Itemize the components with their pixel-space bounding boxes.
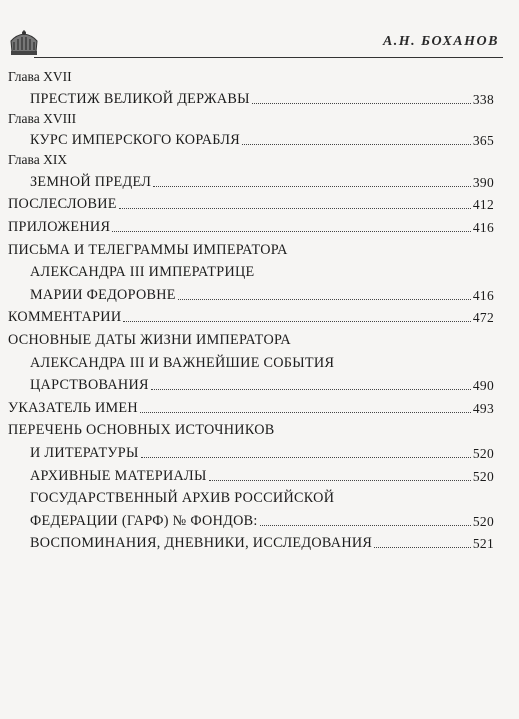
toc-entry-line: [8, 259, 494, 282]
entry-title: АРХИВНЫЕ МАТЕРИАЛЫ: [30, 467, 207, 484]
entry-title: ПРИЛОЖЕНИЯ: [8, 218, 111, 235]
entry-title: ПРЕСТИЖ ВЕЛИКОЙ ДЕРЖАВЫ: [30, 90, 250, 107]
dot-leader: [260, 524, 471, 526]
dot-leader: [119, 207, 471, 209]
toc-entry-line: [8, 417, 494, 440]
dot-leader: [242, 143, 471, 145]
table-of-contents: [8, 66, 494, 552]
toc-entry: [8, 530, 494, 553]
chapter-label: Глава XVIII: [8, 110, 77, 126]
entry-title: ГОСУДАРСТВЕННЫЙ АРХИВ РОССИЙСКОЙ: [30, 490, 335, 507]
page-number: 412: [472, 197, 494, 213]
toc-entry: [8, 507, 494, 530]
toc-entry: [8, 439, 494, 462]
toc-entry: [8, 372, 494, 395]
chapter-label: Глава XVII: [8, 69, 72, 84]
toc-chapter-label: [8, 108, 494, 127]
dot-leader: [209, 479, 471, 481]
page-number: 416: [472, 287, 494, 303]
entry-title: ПОСЛЕСЛОВИЕ: [8, 196, 117, 213]
entry-title-continued: АЛЕКСАНДРА III И ВАЖНЕЙШИЕ СОБЫТИЯ: [30, 354, 335, 371]
page-header: [8, 30, 503, 60]
page-number: 365: [472, 133, 494, 149]
entry-title: ПИСЬМА И ТЕЛЕГРАММЫ ИМПЕРАТОРА: [8, 241, 288, 258]
page-number: 472: [472, 310, 494, 326]
toc-entry-line: [8, 485, 494, 508]
toc-chapter-label: [8, 149, 494, 168]
page-number: 520: [472, 468, 494, 484]
toc-entry-line: [8, 326, 494, 349]
entry-title-continued: ЦАРСТВОВАНИЯ: [30, 377, 149, 394]
entry-title: УКАЗАТЕЛЬ ИМЕН: [8, 399, 138, 416]
toc-entry: [8, 191, 494, 214]
page-number: 520: [472, 513, 494, 529]
toc-entry: [8, 281, 494, 304]
toc-entry-line: [8, 349, 494, 372]
page-number: 390: [472, 174, 494, 190]
page-number: 493: [472, 400, 494, 416]
dot-leader: [252, 102, 471, 104]
page-number: 416: [472, 219, 494, 235]
page-number: 338: [472, 91, 494, 107]
entry-title: ОСНОВНЫЕ ДАТЫ ЖИЗНИ ИМПЕРАТОРА: [8, 331, 291, 348]
entry-title-continued: АЛЕКСАНДРА III ИМПЕРАТРИЦЕ: [30, 264, 255, 281]
dot-leader: [112, 230, 471, 232]
toc-chapter-label: [8, 66, 494, 85]
toc-entry: [8, 304, 494, 327]
running-head-author: А.Н. БОХАНОВ: [382, 34, 499, 49]
entry-title: ЗЕМНОЙ ПРЕДЕЛ: [30, 173, 152, 190]
dot-leader: [178, 298, 471, 300]
entry-title: КУРС ИМПЕРСКОГО КОРАБЛЯ: [30, 132, 241, 149]
toc-entry: [8, 462, 494, 485]
dot-leader: [153, 185, 471, 187]
dot-leader: [140, 411, 471, 413]
toc-entry: [8, 85, 494, 108]
toc-entry: [8, 168, 494, 191]
crown-icon: [8, 30, 40, 58]
page-number: 490: [472, 378, 494, 394]
toc-entry: [8, 213, 494, 236]
page-number: 521: [472, 536, 494, 552]
entry-title-continued: МАРИИ ФЕДОРОВНЕ: [30, 286, 176, 303]
entry-title-continued: И ЛИТЕРАТУРЫ: [30, 444, 139, 461]
toc-entry-line: [8, 236, 494, 259]
toc-entry: [8, 394, 494, 417]
dot-leader: [123, 320, 470, 322]
entry-title-continued: ФЕДЕРАЦИИ (ГАРФ) № ФОНДОВ:: [30, 512, 258, 529]
toc-entry: [8, 127, 494, 150]
header-rule: [34, 57, 503, 58]
dot-leader: [151, 388, 471, 390]
dot-leader: [141, 456, 471, 458]
page-number: 520: [472, 445, 494, 461]
dot-leader: [374, 546, 471, 548]
entry-title: ВОСПОМИНАНИЯ, ДНЕВНИКИ, ИССЛЕДОВАНИЯ: [30, 535, 373, 552]
entry-title: КОММЕНТАРИИ: [8, 309, 122, 326]
entry-title: ПЕРЕЧЕНЬ ОСНОВНЫХ ИСТОЧНИКОВ: [8, 422, 275, 439]
chapter-label: Глава XIX: [8, 152, 68, 168]
